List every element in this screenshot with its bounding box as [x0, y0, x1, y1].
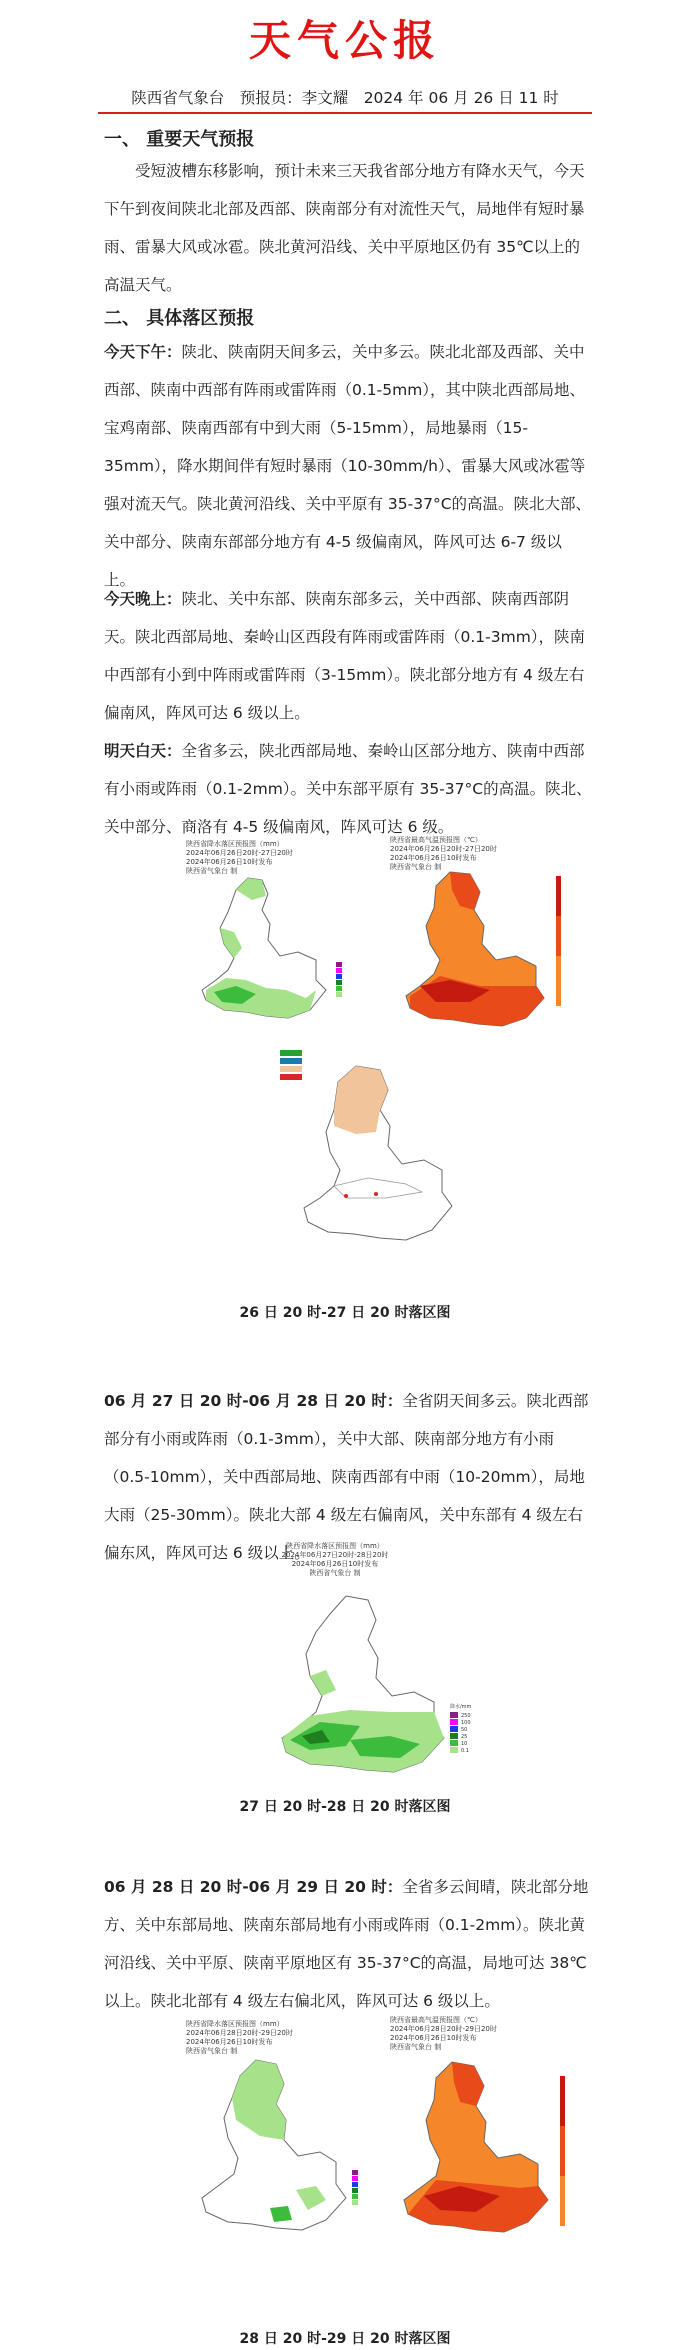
important-forecast-text: 受短波槽东移影响，预计未来三天我省部分地方有降水天气，今天下午到夜间陕北北部及西部、陕南部分有对流性天气，局地伴有短时暴雨、雷暴大风或冰雹。陕北黄河沿线、关中平原地区仍有 35℃以上的高温天气。: [104, 162, 585, 294]
temperature-forecast-map-day3: [380, 2016, 580, 2316]
map-issued: 2024年06月26日10时发布: [291, 1560, 379, 1568]
evening-forecast: [104, 580, 592, 732]
legend-label: 25: [461, 1734, 468, 1740]
map-title: 陕西省降水落区预报图（mm）: [186, 2020, 284, 2028]
legend-label: 50: [461, 1727, 468, 1733]
map-caption-day2: 27 日 20 时-28 日 20 时落区图: [239, 1799, 451, 1815]
map-caption-day1: 26 日 20 时-27 日 20 时落区图: [239, 1305, 451, 1321]
legend-label: 250: [461, 1713, 471, 1719]
tomorrow-forecast: [104, 732, 592, 846]
shaanxi-rain-map-3: [176, 2020, 376, 2320]
section-heading-detailed: 二、 具体落区预报: [104, 308, 255, 329]
map-title: 陕西省最高气温预报图（℃）: [390, 2016, 482, 2024]
map-org: 陕西省气象台 制: [390, 2043, 442, 2051]
map-caption-day3: 28 日 20 时-29 日 20 时落区图: [239, 2331, 451, 2347]
shaanxi-temperature-map-3: [380, 2016, 580, 2316]
map-period: 2024年06月26日20时-27日20时: [186, 849, 293, 857]
afternoon-forecast: [104, 333, 592, 599]
tomorrow-lead: 明天白天：: [104, 742, 182, 760]
page-title: 天气公报: [248, 16, 441, 65]
map-org: 陕西省气象台 制: [186, 867, 238, 875]
map-issued: 2024年06月26日10时发布: [186, 2038, 273, 2046]
temperature-forecast-map-day1: [380, 836, 580, 1036]
map-title: 陕西省降水落区预报图（mm）: [286, 1542, 384, 1550]
shaanxi-rain-map-1: [176, 840, 366, 1040]
map-org: 陕西省气象台 制: [186, 2047, 238, 2055]
shaanxi-rain-map-2: [250, 1540, 490, 1780]
rain-forecast-map-day2: [250, 1540, 490, 1780]
map-title: 陕西省降水落区预报图（mm）: [186, 840, 284, 848]
shaanxi-wind-map-1: [276, 1046, 456, 1286]
wind-forecast-map-day1: [276, 1046, 456, 1286]
map-issued: 2024年06月26日10时发布: [186, 858, 273, 866]
day3-text: 全省多云间晴，陕北部分地方、关中东部局地、陕南东部局地有小雨或阵雨（0.1-2mm）。陕北黄河沿线、关中平原、陕南平原地区有 35-37°C的高温，局地可达 38℃以上。陕北北部有 4 级左右偏北风，阵风可达 6 级以上。: [104, 1878, 589, 2010]
day3-lead: 06 月 28 日 20 时-06 月 29 日 20 时：: [104, 1878, 403, 1896]
afternoon-text: 陕北、陕南阴天间多云，关中多云。陕北北部及西部、关中西部、陕南中西部有阵雨或雷阵雨（0.1-5mm），其中陕北西部局地、宝鸡南部、陕南西部有中到大雨（5-15mm），局地暴雨（15-35mm），降水期间伴有短时暴雨（10-30mm/h）、雷暴大风或冰雹等强对流天气。陕北黄河沿线、关中平原有 35-37°C的高温。陕北大部、关中部分、陕南东部部分地方有 4-5 级偏南风，阵风可达 6-7 级以上。: [104, 343, 592, 589]
legend-label: 100: [461, 1720, 471, 1726]
rain-forecast-map-day1: [176, 840, 366, 1040]
rain-forecast-map-day3: [176, 2020, 376, 2320]
map-org: 陕西省气象台 制: [309, 1569, 361, 1577]
legend-label: 0.1: [461, 1748, 469, 1754]
map-period: 2024年06月28日20时-29日20时: [390, 2025, 497, 2033]
evening-lead: 今天晚上：: [104, 590, 182, 608]
day2-lead: 06 月 27 日 20 时-06 月 28 日 20 时：: [104, 1392, 403, 1410]
map-issued: 2024年06月26日10时发布: [390, 854, 477, 862]
issuer-line: 陕西省气象台 预报员：李文耀 2024 年 06 月 26 日 11 时: [98, 86, 592, 114]
tomorrow-text: 全省多云，陕北西部局地、秦岭山区部分地方、陕南中西部有小雨或阵雨（0.1-2mm）。关中东部平原有 35-37°C的高温。陕北、关中部分、商洛有 4-5 级偏南风，阵风可达 6 级。: [104, 742, 592, 836]
section-heading-important: 一、 重要天气预报: [104, 129, 255, 150]
shaanxi-temperature-map-1: [380, 836, 580, 1036]
legend-label: 10: [461, 1741, 468, 1747]
map-period: 2024年06月26日20时-27日20时: [390, 845, 497, 853]
day2-text: 全省阴天间多云。陕北西部部分有小雨或阵雨（0.1-3mm），关中大部、陕南部分地方有小雨（0.5-10mm），关中西部局地、陕南西部有中雨（10-20mm），局地大雨（25-30mm）。陕北大部 4 级左右偏南风，关中东部有 4 级左右偏东风，阵风可达 6 级以上。: [104, 1392, 589, 1562]
day3-forecast: [104, 1868, 592, 2020]
evening-text: 陕北、关中东部、陕南东部多云，关中西部、陕南西部阴天。陕北西部局地、秦岭山区西段有阵雨或雷阵雨（0.1-3mm），陕南中西部有小到中阵雨或雷阵雨（3-15mm）。陕北部分地方有 4 级左右偏南风，阵风可达 6 级以上。: [104, 590, 586, 722]
map-period: 2024年06月27日20时-28日20时: [281, 1551, 389, 1559]
map-org: 陕西省气象台 制: [390, 863, 442, 871]
afternoon-lead: 今天下午：: [104, 343, 182, 361]
legend-unit: 降水/mm: [450, 1704, 472, 1710]
map-title: 陕西省最高气温预报图（℃）: [390, 836, 482, 844]
map-period: 2024年06月28日20时-29日20时: [186, 2029, 293, 2037]
map-issued: 2024年06月26日10时发布: [390, 2034, 477, 2042]
